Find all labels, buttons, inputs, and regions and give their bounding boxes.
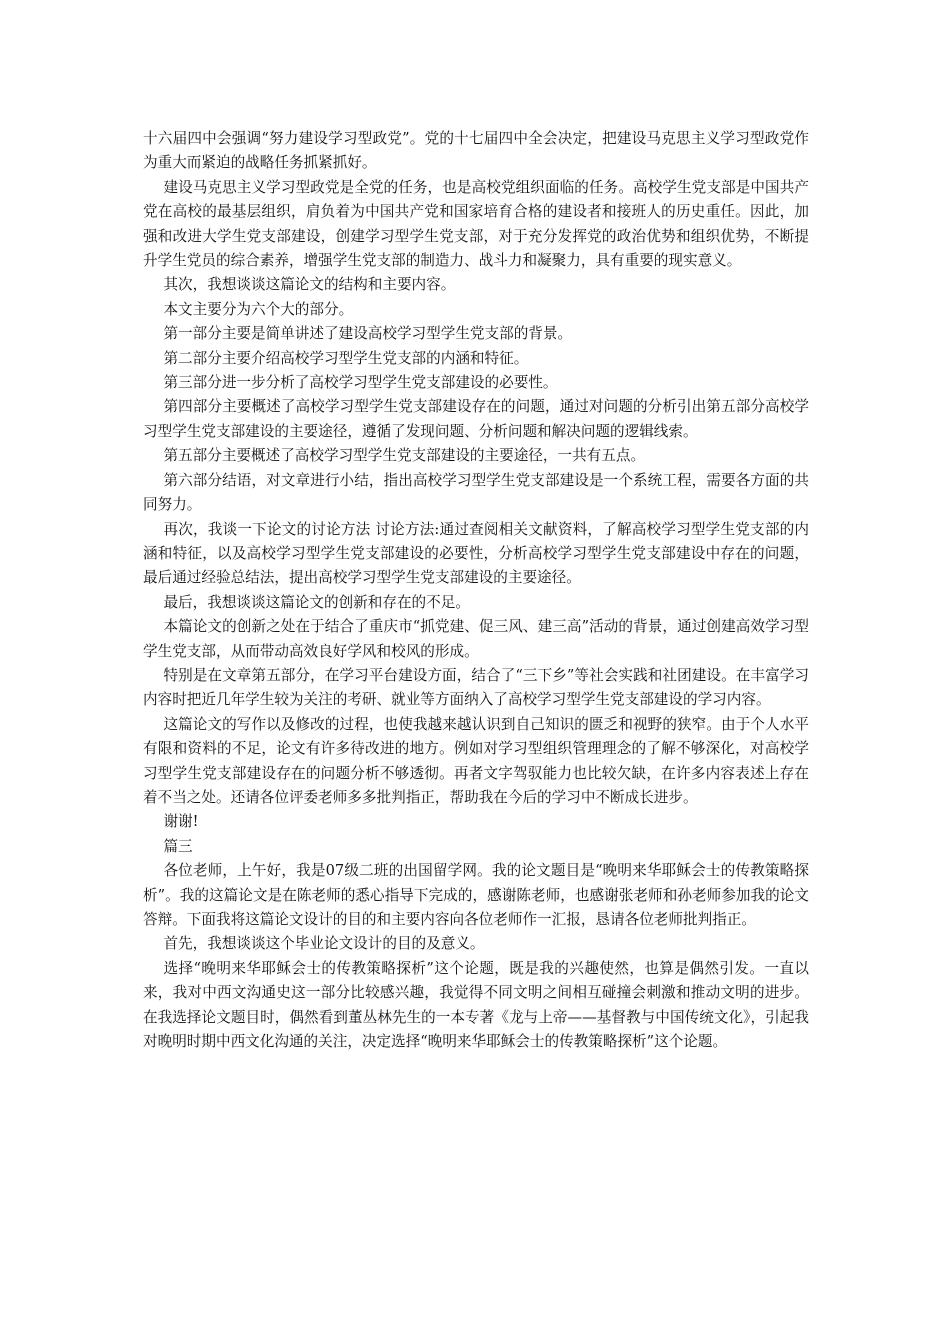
paragraph-intro-continuation: 十六届四中会强调“努力建设学习型政党”。党的十七届四中全会决定，把建设马克思主义学习型政党作为重大而紧迫的战略任务抓紧抓好。 <box>143 130 809 172</box>
paragraph-part-three: 第三部分进一步分析了高校学习型学生党支部建设的必要性。 <box>163 374 558 392</box>
document-body <box>143 127 809 1054</box>
paragraph-part-four: 第四部分主要概述了高校学习型学生党支部建设存在的问题，通过对问题的分析引出第五部分高校学习型学生党支部建设的主要途径，遵循了发现问题、分析问题和解决问题的逻辑线索。 <box>143 398 809 440</box>
paragraph-part-five: 第五部分主要概述了高校学习型学生党支部建设的主要途径，一共有五点。 <box>163 447 646 465</box>
paragraph-structure-intro: 其次，我想谈谈这篇论文的结构和主要内容。 <box>163 276 456 294</box>
paragraph-innovation: 本篇论文的创新之处在于结合了重庆市“抓党建、促三风、建三高”活动的背景，通过创建高效学习型学生党支部，从而带动高效良好学风和校风的形成。 <box>143 618 809 660</box>
paragraph-greeting: 各位老师，上午好，我是07级二班的出国留学网。我的论文题目是“晚明来华耶稣会士的传教策略探析”。我的这篇论文是在陈老师的悉心指导下完成的，感谢陈老师，也感谢张老师和孙老师参加我的论文答辩。下面我将这篇论文设计的目的和主要内容向各位老师作一汇报，恳请各位老师批判指正。 <box>143 862 809 928</box>
paragraph-shortcomings: 这篇论文的写作以及修改的过程，也使我越来越认识到自己知识的匮乏和视野的狭窄。由于个人水平有限和资料的不足，论文有许多待改进的地方。例如对学习型组织管理理念的了解不够深化，对高校学习型学生党支部建设存在的问题分析不够透彻。再者文字驾驭能力也比较欠缺，在许多内容表述上存在着不当之处。还请各位评委老师多多批判指正，帮助我在今后的学习中不断成长进步。 <box>143 715 809 806</box>
paragraph-significance: 建设马克思主义学习型政党是全党的任务，也是高校党组织面临的任务。高校学生党支部是中国共产党在高校的最基层组织，肩负着为中国共产党和国家培育合格的建设者和接班人的历史重任。因此，加强和改进大学生党支部建设，创建学习型学生党支部，对于充分发挥党的政治优势和组织优势，不断提升学生党员的综合素养，增强学生党支部的制造力、战斗力和凝聚力，具有重要的现实意义。 <box>143 178 809 270</box>
paragraph-part-six: 第六部分结语，对文章进行小结，指出高校学习型学生党支部建设是一个系统工程，需要各方面的共同努力。 <box>143 471 809 514</box>
paragraph-purpose-intro: 首先，我想谈谈这个毕业论文设计的目的及意义。 <box>163 935 485 953</box>
paragraph-part-two: 第二部分主要介绍高校学习型学生党支部的内涵和特征。 <box>163 349 529 367</box>
paragraph-topic-choice: 选择“晚明来华耶稣会士的传教策略探析”这个论题，既是我的兴趣使然，也算是偶然引发。一直以来，我对中西文沟通史这一部分比较感兴趣，我觉得不同文明之间相互碰撞会刺激和推动文明的进步。在我选择论文题目时，偶然看到董丛林先生的一本专著《龙与上帝——基督教与中国传统文化》，引起我对晚明时期中西文化沟通的关注，决定选择“晚明来华耶稣会士的传教策略探析”这个论题。 <box>143 959 809 1051</box>
paragraph-method: 再次，我谈一下论文的讨论方法 讨论方法:通过查阅相关文献资料，了解高校学习型学生党支部的内涵和特征，以及高校学习型学生党支部建设的必要性，分析高校学习型学生党支部建设中存在的问题，最后通过经验总结法，提出高校学习型学生党支部建设的主要途径。 <box>143 520 809 587</box>
paragraph-six-parts: 本文主要分为六个大的部分。 <box>163 300 354 318</box>
paragraph-thanks: 谢谢! <box>163 813 199 831</box>
paragraph-innovation-intro: 最后，我想谈谈这篇论文的创新和存在的不足。 <box>163 593 470 611</box>
paragraph-part-five-detail: 特别是在文章第五部分，在学习平台建设方面，结合了“三下乡”等社会实践和社团建设。在丰富学习内容时把近几年学生较为关注的考研、就业等方面纳入了高校学习型学生党支部建设的学习内容。 <box>143 666 809 709</box>
paragraph-part-one: 第一部分主要是简单讲述了建设高校学习型学生党支部的背景。 <box>163 325 573 343</box>
section-heading-part-three: 篇三 <box>163 837 193 855</box>
